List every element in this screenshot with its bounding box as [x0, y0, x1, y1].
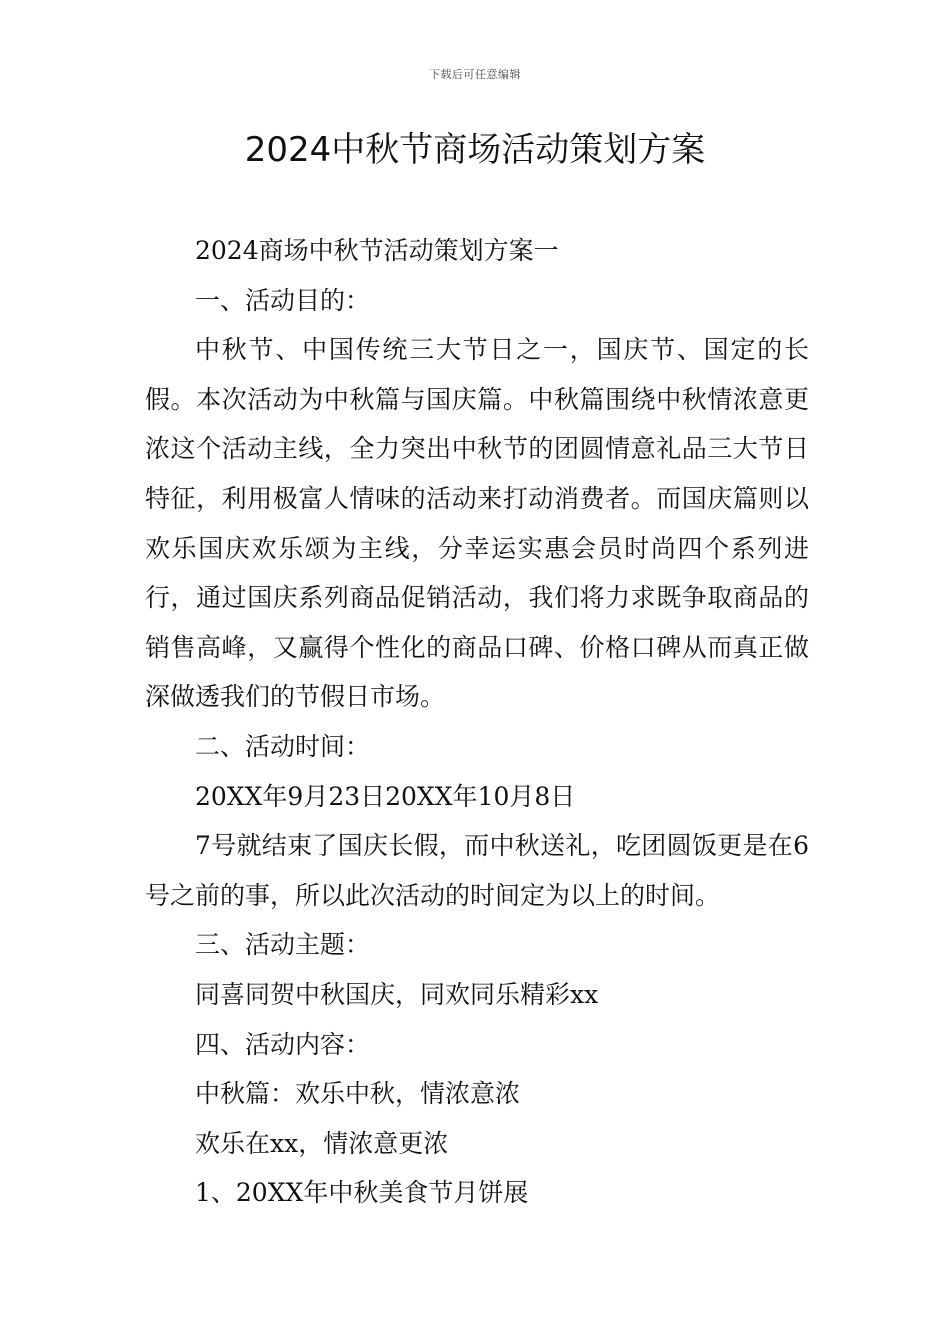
paragraph-purpose: 中秋节、中国传统三大节日之一，国庆节、国定的长假。本次活动为中秋篇与国庆篇。中秋篇围绕中秋情浓意更浓这个活动主线，全力突出中秋节的团圆情意礼品三大节日特征，利用极富人情味的活动来打动消费者。而国庆篇则以欢乐国庆欢乐颂为主线，分幸运实惠会员时尚四个系列进行，通过国庆系列商品促销活动，我们将力求既争取商品的销售高峰，又赢得个性化的商品口碑、价格口碑从而真正做深做透我们的节假日市场。 — [145, 335, 809, 712]
section-heading-purpose: 一、活动目的： — [195, 285, 371, 315]
document-body — [145, 226, 809, 1218]
section-heading-time: 二、活动时间： — [195, 731, 371, 761]
section-heading-theme: 三、活动主题： — [195, 930, 371, 960]
paragraph-mid-autumn-chapter: 中秋篇：欢乐中秋，情浓意浓 — [195, 1079, 521, 1109]
section-heading-content: 四、活动内容： — [195, 1029, 371, 1059]
header-note: 下载后可任意编辑 — [429, 68, 521, 81]
paragraph-slogan: 欢乐在xx，情浓意更浓 — [195, 1128, 449, 1158]
paragraph-theme: 同喜同贺中秋国庆，同欢同乐精彩xx — [195, 979, 599, 1009]
paragraph-dates: 20XX年9月23日20XX年10月8日 — [195, 781, 576, 811]
paragraph-time-note: 7号就结束了国庆长假，而中秋送礼，吃团圆饭更是在6号之前的事，所以此次活动的时间定为以上的时间。 — [145, 831, 809, 910]
paragraph-subtitle: 2024商场中秋节活动策划方案一 — [195, 236, 559, 265]
document-title: 2024中秋节商场活动策划方案 — [244, 130, 706, 170]
paragraph-item-1: 1、20XX年中秋美食节月饼展 — [195, 1178, 529, 1208]
